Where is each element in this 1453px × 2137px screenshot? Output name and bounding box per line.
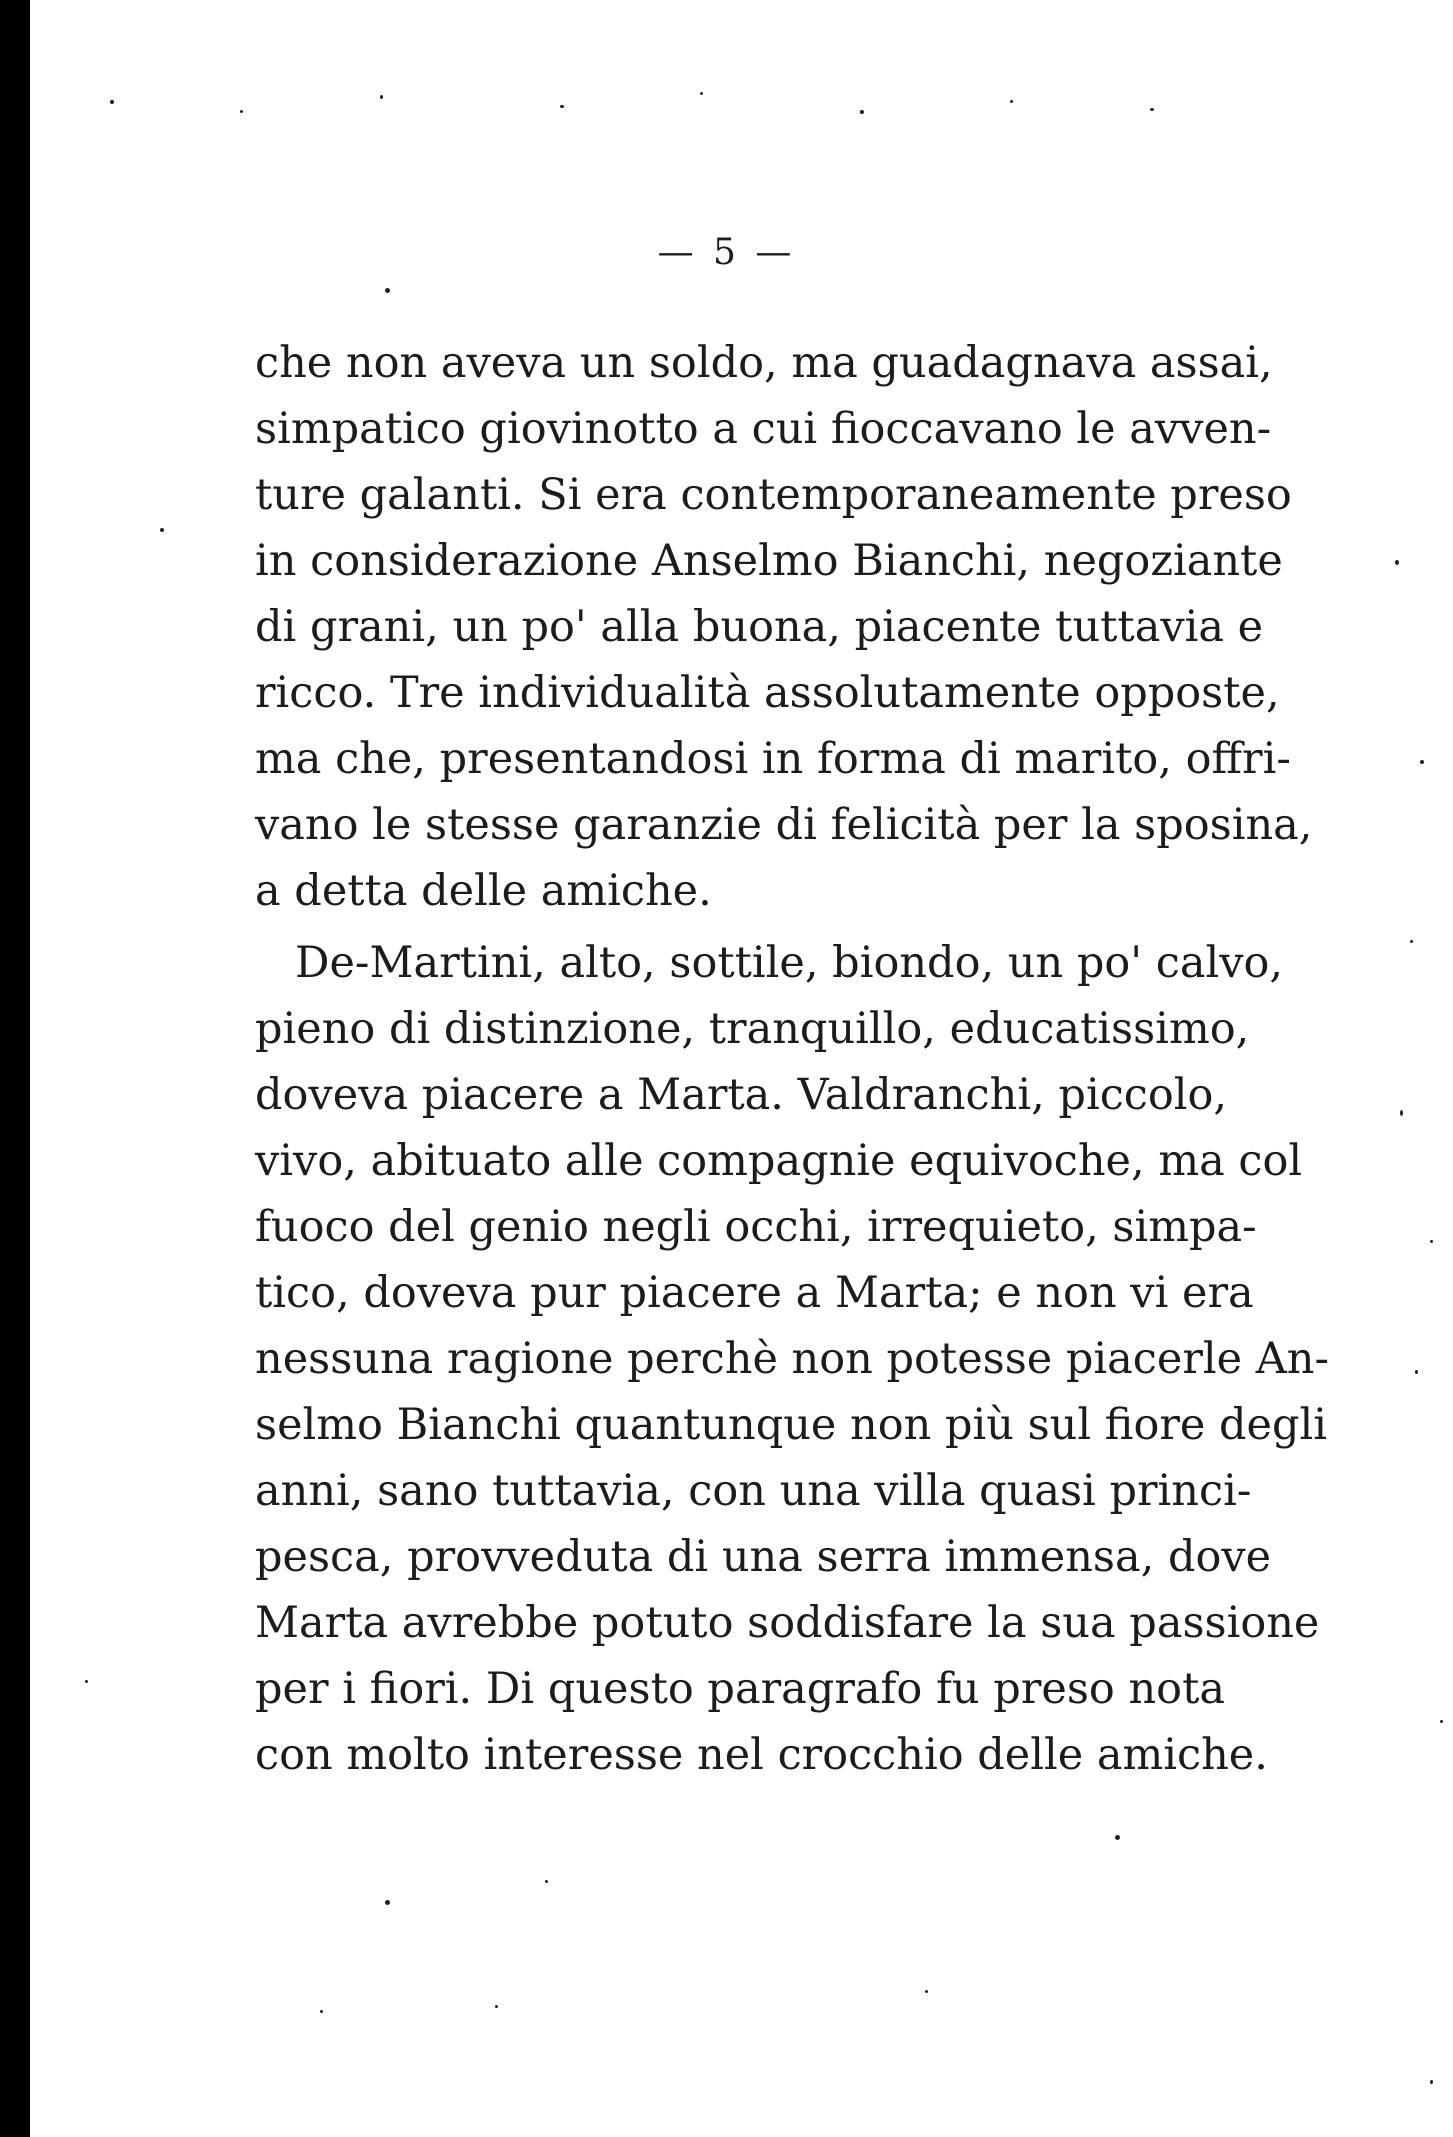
- scan-speck: [1395, 560, 1399, 565]
- scan-speck: [495, 2005, 498, 2008]
- scan-speck: [385, 1900, 390, 1905]
- text-line: tico, doveva pur piacere a Marta; e non vi era: [255, 1268, 1254, 1318]
- text-line: selmo Bianchi quantunque non più sul fiore degli: [255, 1400, 1328, 1450]
- scan-speck: [1115, 1835, 1120, 1840]
- text-line: di grani, un po' alla buona, piacente tuttavia e: [255, 602, 1264, 652]
- text-line: De-Martini, alto, sottile, biondo, un po' calvo,: [295, 938, 1284, 988]
- text-line: che non aveva un soldo, ma guadagnava assai,: [255, 338, 1273, 388]
- scan-speck: [1410, 940, 1413, 943]
- text-line: simpatico giovinotto a cui fioccavano le avven-: [255, 404, 1272, 454]
- text-line: ricco. Tre individualità assolutamente opposte,: [255, 668, 1280, 718]
- scan-speck: [1010, 100, 1013, 103]
- scan-speck: [560, 105, 564, 108]
- scan-speck: [1430, 1240, 1433, 1243]
- text-line: doveva piacere a Marta. Valdranchi, piccolo,: [255, 1070, 1228, 1120]
- scan-speck: [320, 2010, 323, 2013]
- scan-speck: [85, 1680, 88, 1683]
- scan-speck: [1440, 1720, 1443, 1723]
- scan-speck: [1420, 760, 1424, 764]
- body-text: [255, 330, 1330, 1788]
- text-line: vivo, abituato alle compagnie equivoche, ma col: [255, 1136, 1303, 1186]
- text-line: Marta avrebbe potuto soddisfare la sua passione: [255, 1598, 1320, 1648]
- text-line: con molto interesse nel crocchio delle amiche.: [255, 1730, 1268, 1780]
- text-line: ture galanti. Si era contemporaneamente preso: [255, 470, 1292, 520]
- scan-speck: [1150, 108, 1154, 111]
- text-line: in considerazione Anselmo Bianchi, negoziante: [255, 536, 1283, 586]
- text-line: anni, sano tuttavia, con una villa quasi princi-: [255, 1466, 1252, 1516]
- scan-speck: [1430, 2080, 1433, 2084]
- scan-speck: [925, 1990, 928, 1993]
- scan-speck: [1400, 1110, 1403, 1116]
- text-line: pieno di distinzione, tranquillo, educatissimo,: [255, 1004, 1250, 1054]
- text-line: ma che, presentandosi in forma di marito, offri-: [255, 734, 1291, 784]
- page-number: — 5 —: [657, 232, 796, 273]
- text-line: vano le stesse garanzie di felicità per la sposina,: [255, 800, 1313, 850]
- scan-speck: [860, 110, 864, 114]
- scan-speck: [385, 288, 390, 293]
- text-line: nessuna ragione perchè non potesse piacerle An-: [255, 1334, 1330, 1384]
- text-line: per i fiori. Di questo paragrafo fu preso nota: [255, 1664, 1225, 1714]
- scan-speck: [160, 528, 164, 532]
- text-line: a detta delle amiche.: [255, 866, 712, 916]
- text-line: pesca, provveduta di una serra immensa, dove: [255, 1532, 1272, 1582]
- text-line: fuoco del genio negli occhi, irrequieto, simpa-: [255, 1202, 1257, 1252]
- scan-speck: [240, 110, 243, 113]
- scan-speck: [545, 1880, 548, 1883]
- scan-speck: [1415, 1370, 1418, 1374]
- scan-speck: [110, 100, 114, 104]
- scan-speck: [700, 92, 703, 95]
- scan-speck: [380, 95, 383, 99]
- binding-edge: [0, 0, 30, 2137]
